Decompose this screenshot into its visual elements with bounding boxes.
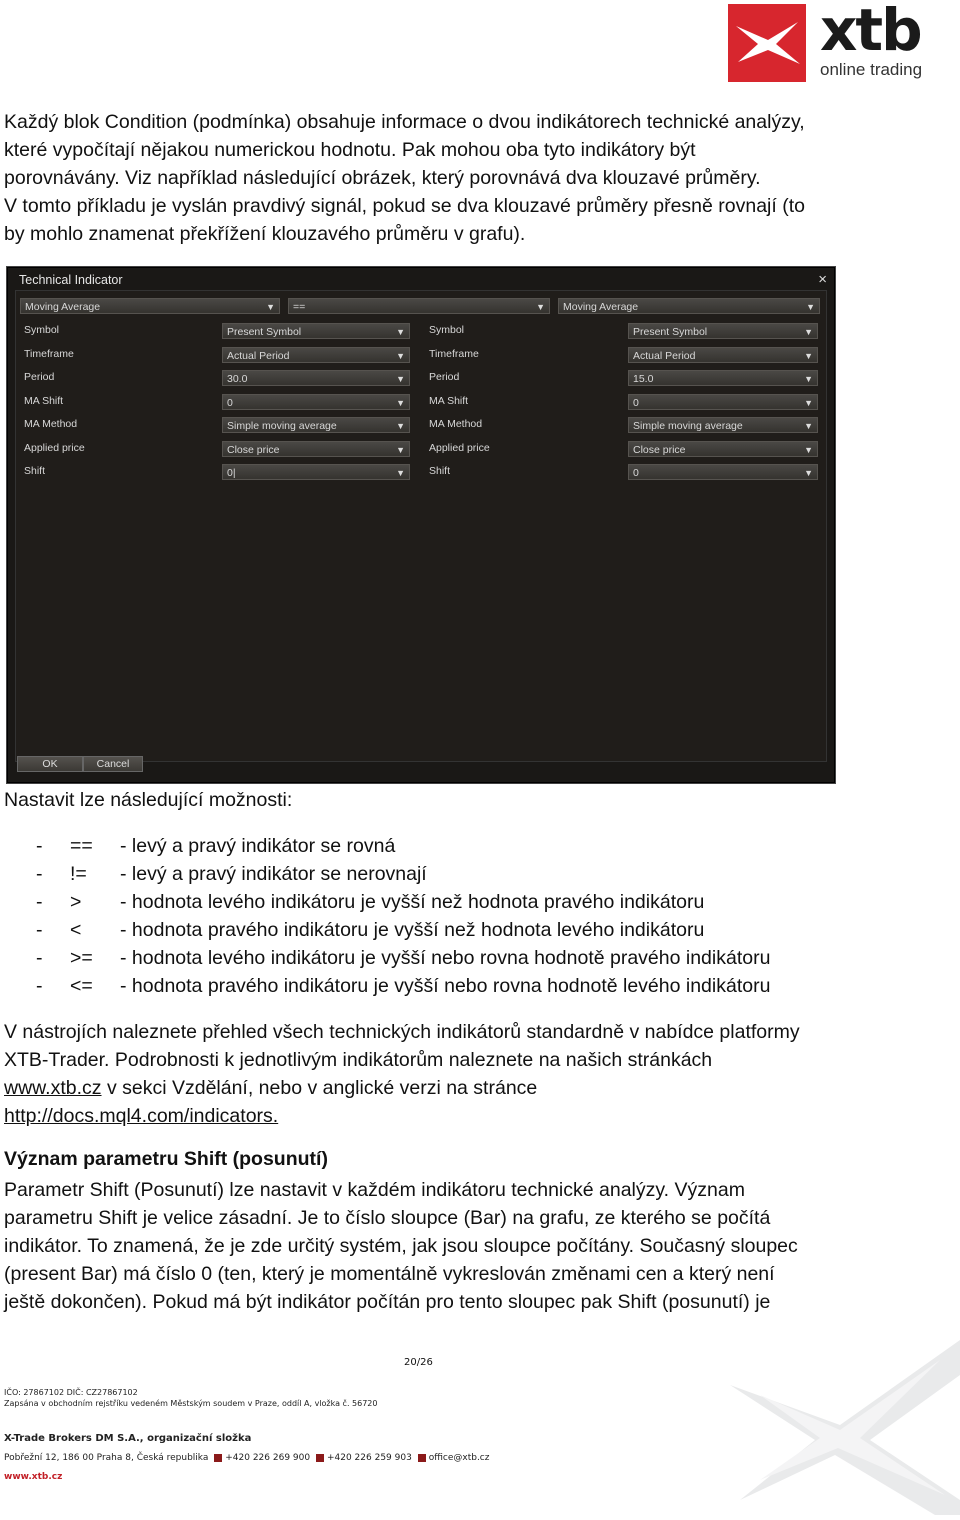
option-text: - hodnota levého indikátoru je vyšší nebo rovna hodnotě pravého indikátoru (120, 947, 771, 969)
page-number: 20/26 (404, 1357, 433, 1368)
option-operator: >= (70, 947, 93, 969)
xtb-link[interactable]: www.xtb.cz (4, 1077, 102, 1099)
option-operator: <= (70, 975, 93, 997)
right-indicator-select[interactable] (558, 298, 820, 314)
chevron-down-icon: ▼ (806, 302, 815, 312)
xtb-watermark-icon (720, 1330, 960, 1515)
footer-contacts (4, 1453, 489, 1463)
footer-register: Zapsána v obchodním rejstříku vedeném Městským soudem v Praze, oddíl A, vložka č. 56720 (4, 1399, 378, 1408)
option-dash: - (36, 835, 43, 857)
select-value: Present Symbol (633, 326, 708, 338)
dialog-body (15, 290, 827, 762)
operator-select[interactable] (288, 298, 550, 314)
right-shift-select[interactable] (628, 464, 818, 480)
chevron-down-icon: ▼ (804, 421, 813, 431)
select-value: 15.0 (633, 373, 654, 385)
select-value: 0 (633, 467, 639, 479)
left-label-ma-method: MA Method (24, 418, 78, 430)
left-ma-shift-select[interactable] (222, 394, 410, 410)
footer-fax: +420 226 259 903 (326, 1453, 412, 1463)
chevron-down-icon: ▼ (804, 398, 813, 408)
right-label-symbol: Symbol (429, 324, 465, 336)
select-value: Present Symbol (227, 326, 302, 338)
chevron-down-icon: ▼ (804, 468, 813, 478)
shift-paragraph (4, 1176, 844, 1316)
options-title: Nastavit lze následující možnosti: (4, 789, 293, 811)
logo-tagline: online trading (820, 60, 923, 79)
option-dash: - (36, 919, 43, 941)
option-dash: - (36, 863, 43, 885)
footer-web[interactable]: www.xtb.cz (4, 1472, 63, 1482)
email-icon (418, 1454, 426, 1462)
chevron-down-icon: ▼ (804, 374, 813, 384)
left-label-timeframe: Timeframe (24, 348, 74, 360)
right-label-applied-price: Applied price (429, 442, 490, 454)
select-value: Simple moving average (227, 420, 337, 432)
select-value: Close price (227, 444, 280, 456)
footer-email[interactable]: office@xtb.cz (428, 1453, 490, 1463)
ok-button[interactable]: OK (17, 756, 83, 772)
right-ma-method-select[interactable] (628, 417, 818, 433)
left-label-period: Period (24, 371, 55, 383)
option-dash: - (36, 975, 43, 997)
select-value: Actual Period (227, 350, 290, 362)
shift-heading: Význam parametru Shift (posunutí) (4, 1148, 328, 1170)
fax-icon (316, 1454, 324, 1462)
option-dash: - (36, 947, 43, 969)
tools-line (4, 1074, 844, 1102)
select-value: Close price (633, 444, 686, 456)
select-value: 0 (227, 397, 233, 409)
footer-phone: +420 226 269 900 (225, 1453, 311, 1463)
tools-paragraph (4, 1018, 844, 1130)
intro-line: porovnávány. Viz například následující obrázek, který porovnává dva klouzavé průměry. (4, 167, 761, 189)
chevron-down-icon: ▼ (396, 445, 405, 455)
left-timeframe-select[interactable] (222, 347, 410, 363)
select-value: 30.0 (227, 373, 248, 385)
intro-line: které vypočítají nějakou numerickou hodnotu. Pak mohou oba tyto indikátory být (4, 139, 696, 161)
cancel-button[interactable]: Cancel (83, 756, 143, 772)
close-icon[interactable]: × (818, 271, 827, 288)
right-applied-price-select[interactable] (628, 441, 818, 457)
option-dash: - (36, 891, 43, 913)
left-symbol-select[interactable] (222, 323, 410, 339)
left-ma-method-select[interactable] (222, 417, 410, 433)
intro-paragraph (4, 108, 844, 248)
footer-company: X-Trade Brokers DM S.A., organizační složka (4, 1433, 252, 1444)
tools-line-rest: v sekci Vzdělání, nebo v anglické verzi na stránce (101, 1077, 538, 1099)
right-label-ma-shift: MA Shift (429, 395, 469, 407)
select-value: 0| (227, 467, 236, 479)
shift-line: indikátor. To znamená, že je zde určitý systém, jak jsou sloupce počítány. Současný sloupec (4, 1235, 798, 1257)
chevron-down-icon: ▼ (536, 302, 545, 312)
left-indicator-value: Moving Average (25, 301, 101, 313)
select-value: Actual Period (633, 350, 696, 362)
chevron-down-icon: ▼ (804, 351, 813, 361)
technical-indicator-dialog (6, 266, 836, 784)
left-period-select[interactable] (222, 370, 410, 386)
intro-line: Každý blok Condition (podmínka) obsahuje informace o dvou indikátorech technické analýzy, (4, 111, 805, 133)
chevron-down-icon: ▼ (266, 302, 275, 312)
mql4-link[interactable]: http://docs.mql4.com/indicators. (4, 1105, 279, 1127)
xtb-logo-mark (728, 4, 806, 82)
shift-line: parametru Shift je velice zásadní. Je to číslo sloupce (Bar) na grafu, ze kterého se počítá (4, 1207, 771, 1229)
select-value: Simple moving average (633, 420, 743, 432)
option-operator: < (70, 919, 82, 941)
chevron-down-icon: ▼ (804, 445, 813, 455)
right-label-ma-method: MA Method (429, 418, 483, 430)
right-period-select[interactable] (628, 370, 818, 386)
tools-line: XTB-Trader. Podrobnosti k jednotlivým indikátorům naleznete na našich stránkách (4, 1049, 713, 1071)
chevron-down-icon: ▼ (396, 374, 405, 384)
chevron-down-icon: ▼ (396, 351, 405, 361)
dialog-title: Technical Indicator (19, 273, 123, 287)
option-text: - hodnota levého indikátoru je vyšší než hodnota pravého indikátoru (120, 891, 705, 913)
right-symbol-select[interactable] (628, 323, 818, 339)
shift-line: (present Bar) má číslo 0 (ten, který je momentálně vykreslován změnami cen a který není (4, 1263, 775, 1285)
option-operator: != (70, 863, 87, 885)
left-label-ma-shift: MA Shift (24, 395, 64, 407)
right-label-shift: Shift (429, 465, 451, 477)
left-label-shift: Shift (24, 465, 46, 477)
operator-value: == (293, 301, 306, 313)
option-text: - hodnota pravého indikátoru je vyšší nebo rovna hodnotě levého indikátoru (120, 975, 771, 997)
intro-line: V tomto příkladu je vyslán pravdivý signál, pokud se dva klouzavé průměry přesně rovnají (to (4, 195, 805, 217)
right-label-period: Period (429, 371, 460, 383)
left-shift-input[interactable] (222, 464, 410, 480)
select-value: 0 (633, 397, 639, 409)
option-operator: > (70, 891, 82, 913)
option-text: - hodnota pravého indikátoru je vyšší než hodnota levého indikátoru (120, 919, 705, 941)
left-applied-price-select[interactable] (222, 441, 410, 457)
left-indicator-select[interactable] (20, 298, 280, 314)
chevron-down-icon: ▼ (396, 398, 405, 408)
xtb-logo (728, 0, 938, 84)
footer-ico: IČO: 27867102 DIČ: CZ27867102 (4, 1388, 138, 1397)
shift-line: ještě dokončen). Pokud má být indikátor počítán pro tento sloupec pak Shift (posunutí) je (4, 1291, 771, 1313)
left-label-applied-price: Applied price (24, 442, 85, 454)
chevron-down-icon: ▼ (396, 421, 405, 431)
right-timeframe-select[interactable] (628, 347, 818, 363)
option-text: - levý a pravý indikátor se rovná (120, 835, 396, 857)
chevron-down-icon: ▼ (804, 327, 813, 337)
option-operator: == (70, 835, 93, 857)
chevron-down-icon: ▼ (396, 327, 405, 337)
right-ma-shift-select[interactable] (628, 394, 818, 410)
intro-line: by mohlo znamenat překřížení klouzavého průměru v grafu). (4, 223, 526, 245)
chevron-down-icon: ▼ (396, 468, 405, 478)
right-label-timeframe: Timeframe (429, 348, 479, 360)
logo-brand: xtb (820, 0, 921, 64)
shift-line: Parametr Shift (Posunutí) lze nastavit v každém indikátoru technické analýzy. Význam (4, 1179, 745, 1201)
footer-address: Pobřežní 12, 186 00 Praha 8, Česká republika (4, 1453, 209, 1463)
tools-line: V nástrojích naleznete přehled všech technických indikátorů standardně v nabídce platformy (4, 1021, 800, 1043)
right-indicator-value: Moving Average (563, 301, 639, 313)
tools-line (4, 1102, 844, 1130)
left-label-symbol: Symbol (24, 324, 60, 336)
phone-icon (214, 1454, 222, 1462)
option-text: - levý a pravý indikátor se nerovnají (120, 863, 427, 885)
